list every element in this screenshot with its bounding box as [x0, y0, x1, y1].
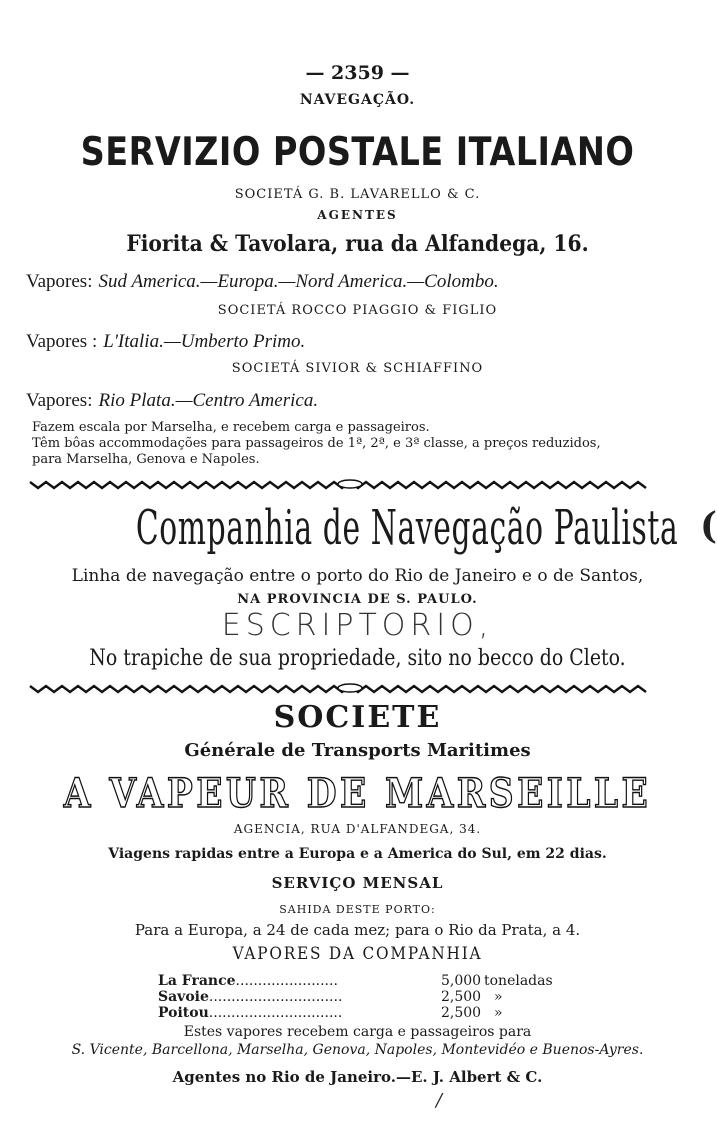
leader-dots: ..............................: [208, 1005, 343, 1021]
ad1-line3: [26, 389, 686, 412]
ad1-line2: [26, 330, 686, 353]
ad1-note3: para Marselha, Genova e Napoles.: [32, 452, 260, 467]
ad1-line1-label: Vapores:: [26, 271, 93, 292]
ad3-schedule: Para a Europa, a 24 de cada mez; para o Rio da Prata, a 4.: [134, 921, 581, 939]
ship-name: La France: [158, 973, 236, 989]
ad1-line2-ships: L'Italia.—Umberto Primo.: [103, 331, 306, 352]
ad1-line3-label: Vapores:: [26, 390, 93, 411]
ad1-company3: SOCIETÁ SIVIOR & SCHIAFFINO: [231, 361, 484, 376]
ad2-province: NA PROVINCIA DE S. PAULO.: [237, 592, 478, 607]
ad1-agents: Fiorita & Tavolara, rua da Alfandega, 16.: [126, 231, 589, 257]
ad2-route: Linha de navegação entre o porto do Rio de Janeiro e o de Santos,: [71, 566, 644, 586]
ad3-agency: AGENCIA, RUA D'ALFANDEGA, 34.: [233, 822, 482, 836]
ad3-ports: S. Vicente, Barcellona, Marselha, Genova, Napoles, Montevidéo e Buenos-Ayres.: [71, 1042, 644, 1058]
ad3-subtitle: Générale de Transports Maritimes: [184, 740, 531, 761]
ad1-note2: Têm bôas accommodações para passageiros de 1ª, 2ª, e 3ª classe, a preços reduzidos,: [32, 436, 601, 451]
ad1-company: SOCIETÁ G. B. LAVARELLO & C.: [234, 187, 481, 202]
ad3-banner: A VAPEUR DE MARSEILLE: [63, 770, 652, 817]
ad2-location: No trapiche de sua propriedade, sito no becco do Cleto.: [89, 646, 626, 671]
ad1-note1: Fazem escala por Marselha, e recebem carga e passageiros.: [32, 420, 430, 435]
ad1-line3-ships: Rio Plata.—Centro America.: [98, 390, 319, 411]
fleet-row: [158, 1005, 558, 1021]
fleet-row: [158, 989, 558, 1005]
stray-mark: /: [436, 1090, 443, 1111]
ad1-agentes-label: AGENTES: [317, 208, 398, 222]
fleet-row: [158, 973, 558, 989]
margin-ink-mark: (: [700, 505, 717, 547]
section-heading: NAVEGAÇÃO.: [299, 92, 416, 108]
ad1-title: SERVIZIO POSTALE ITALIANO: [80, 130, 635, 175]
ad3-agents: Agentes no Rio de Janeiro.—E. J. Albert & C.: [172, 1068, 543, 1086]
ad2-office: ESCRIPTORIO,: [221, 608, 494, 643]
ad1-company2: SOCIETÁ ROCCO PIAGGIO & FIGLIO: [217, 303, 498, 318]
page-number: — 2359 —: [305, 62, 410, 84]
ad3-trips: Viagens rapidas entre a Europa e a America do Sul, em 22 dias.: [108, 846, 607, 862]
leader-dots: ..............................: [208, 989, 343, 1005]
ad1-line2-label: Vapores :: [26, 331, 98, 352]
wavy-divider-2: [30, 682, 670, 694]
ad3-title: SOCIETE: [273, 700, 442, 735]
ship-tonnage: 2,500: [441, 989, 482, 1005]
ad3-service: SERVIÇO MENSAL: [271, 874, 444, 892]
ad1-line1-ships: Sud America.—Europa.—Nord America.—Colombo.: [98, 271, 499, 292]
leader-dots: .......................: [235, 973, 338, 989]
ship-name: Poitou: [158, 1005, 209, 1021]
ad3-cargo: Estes vapores recebem carga e passageiros para: [183, 1024, 532, 1040]
ship-tonnage: 5,000: [441, 973, 482, 989]
ad3-departure: SAHIDA DESTE PORTO:: [279, 903, 436, 916]
ad2-title: Companhia de Navegação Paulista: [135, 500, 679, 556]
ship-unit: »: [494, 989, 503, 1005]
ship-tonnage: 2,500: [441, 1005, 482, 1021]
ad3-fleet-title: VAPORES DA COMPANHIA: [232, 944, 483, 964]
ship-name: Savoie: [158, 989, 209, 1005]
ad1-line1: [26, 270, 686, 293]
ship-unit: toneladas: [484, 973, 553, 989]
wavy-divider-1: [30, 478, 670, 490]
ship-unit: »: [494, 1005, 503, 1021]
